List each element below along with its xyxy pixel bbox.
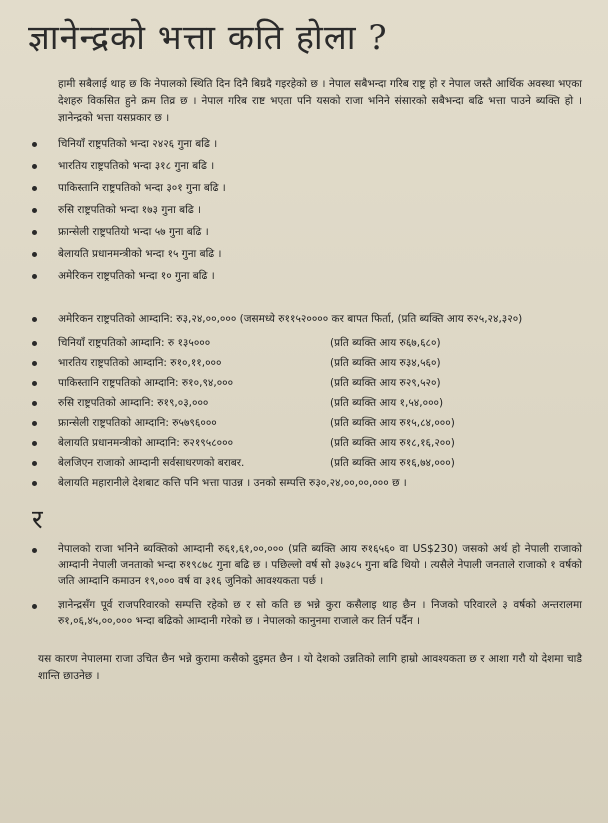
bullet-icon: [32, 208, 37, 213]
income-row: पाकिस्तानि राष्ट्रपतिको आम्दानि: रु१०,९४,००० (प्रति ब्यक्ति आय रु२९,५२०): [32, 373, 582, 393]
list-item: रुसि राष्ट्रपतिको भन्दा १७३ गुना बढि ।: [32, 199, 582, 221]
bullet-icon: [32, 381, 37, 386]
income-row: रुसि राष्ट्रपतिको आम्दानि: रु१९,०३,००० (प्रति ब्यक्ति आय १,५४,०००): [32, 393, 582, 413]
page-title: ज्ञानेन्द्रको भत्ता कति होला ?: [28, 18, 388, 58]
list-item: फ्रान्सेली राष्ट्रपतियो भन्दा ५७ गुना बढि ।: [32, 221, 582, 243]
bullet-icon: [32, 186, 37, 191]
income-row: फ्रान्सेली राष्ट्रपतिको आम्दानि: रु५७९६००० (प्रति ब्यक्ति आय रु१५,८४,०००): [32, 413, 582, 433]
bullet-icon: [32, 481, 37, 486]
bullet-icon: [32, 361, 37, 366]
intro-paragraph: हामी सबैलाई थाह छ कि नेपालको स्थिति दिन दिनै बिग्रदै गइरहेको छ । नेपाल सबैभन्दा गरिब राष्ट्र हो र नेपाल जस्तै आर्थिक अवस्था भएका देशहरु विकसित हुने क्रम तिव्र छ । नेपाल गरिब राष्ट भएता पनि यसको राजा भनिने संसारको सबैभन्दा बढि भत्ता पाउने ब्यक्ति हो । ज्ञानेन्द्रको भत्ता यसप्रकार छ ।: [58, 78, 582, 124]
bullet-icon: [32, 604, 37, 609]
bullet-icon: [32, 341, 37, 346]
bullet-icon: [32, 252, 37, 257]
bullet-icon: [32, 548, 37, 553]
list-item: पाकिस्तानि राष्ट्रपतिको भन्दा ३०१ गुना बढि ।: [32, 177, 582, 199]
list-item-uk-queen: बेलायति महारानीले देशबाट कत्ति पनि भत्ता पाउन्न । उनको सम्पत्ति रु३०,२४,००,००,००० छ ।: [32, 473, 582, 493]
list-item: चिनियाँ राष्ट्रपतिको भन्दा २४२६ गुना बढि ।: [32, 133, 582, 155]
income-list: [26, 309, 582, 493]
list-item: भारतिय राष्ट्रपतिको भन्दा ३१८ गुना बढि ।: [32, 155, 582, 177]
bullet-icon: [32, 421, 37, 426]
notes-list: [26, 541, 582, 629]
income-row: चिनियाँ राष्ट्रपतिको आम्दानि: रु १३५००० (प्रति ब्यक्ति आय रु६७,६८०): [32, 333, 582, 353]
income-row: बेलजिएन राजाको आम्दानी सर्वसाधरणको बराबर. (प्रति ब्यक्ति आय रु१६,७४,०००): [32, 453, 582, 473]
bullet-icon: [32, 461, 37, 466]
bullet-icon: [32, 401, 37, 406]
bullet-icon: [32, 317, 37, 322]
list-item: नेपालको राजा भनिने ब्यक्तिको आम्दानी रु६१,६१,००,००० (प्रति ब्यक्ति आय रु१६५६० वा US$230) जसको अर्थ हो नेपाली राजाको आम्दानी नेपाली जनताको भन्दा रु१९८७८ गुना बढि छ । पछिल्लो वर्ष सो ३७३८५ गुना बढि थियो । त्यसैले नेपाली जनताले राजाको १ वर्षको जति आम्दानि कमाउन १९,००० वर्ष वा ३१६ जुनिको आवश्यकता पर्छ ।: [32, 541, 582, 589]
bullet-icon: [32, 274, 37, 279]
list-item: ज्ञानेन्द्रसँग पूर्व राजपरिवारको सम्पत्ति रहेको छ र सो कति छ भन्ने कुरा कसैलाइ थाह छैन । निजको परिवारले ३ वर्षको अन्तरालमा रु१,०६,४५,००,००० भन्दा बढिको आम्दानी गरेको छ । नेपालको कानुनमा राजाले कर तिर्न पर्दैन ।: [32, 597, 582, 629]
income-row: भारतिय राष्ट्रपतिको आम्दानि: रु१०,११,००० (प्रति ब्यक्ति आय रु३४,५६०): [32, 353, 582, 373]
list-item: बेलायति प्रधानमन्त्रीको भन्दा १५ गुना बढि ।: [32, 243, 582, 265]
section-mark: र: [32, 505, 43, 535]
bullet-icon: [32, 230, 37, 235]
bullet-icon: [32, 164, 37, 169]
income-row: बेलायति प्रधानमन्त्रीको आम्दानि: रु२१९५८००० (प्रति ब्यक्ति आय रु१८,१६,२००): [32, 433, 582, 453]
bullet-icon: [32, 441, 37, 446]
list-item: अमेरिकन राष्ट्रपतिको भन्दा १० गुना बढि ।: [32, 265, 582, 287]
allowance-comparison-list: [26, 133, 582, 287]
list-item-us-president: अमेरिकन राष्ट्रपतिको आम्दानि: रु३,२४,००,००० (जसमध्ये रु११५२०००० कर बापत फिर्ता, (प्रति ब्यक्ति आय रु२५,२४,३२०): [32, 309, 582, 329]
bullet-icon: [32, 142, 37, 147]
closing-paragraph: यस कारण नेपालमा राजा उचित छैन भन्ने कुरामा कसैको दुइमत छैन । यो देशको उन्नतिको लागि हाम्रो आवश्यकता छ र आशा गरौ यो देशमा चाडै शान्ति छाउनेछ ।: [38, 653, 582, 682]
